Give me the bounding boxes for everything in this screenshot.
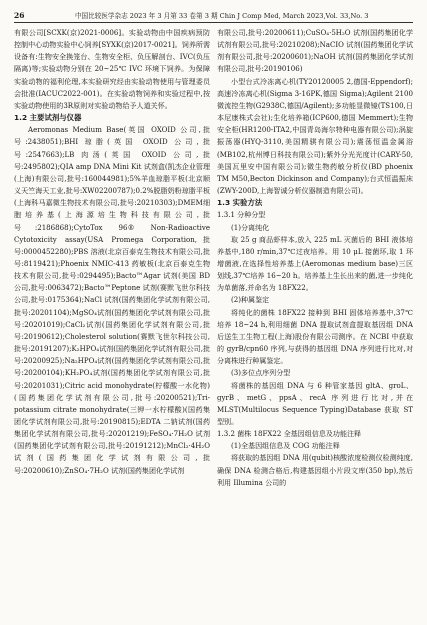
paragraph: 小型台式冷冻离心机(TY20120005 2,德国-Eppendorf);高速冷冻离心机(Sigma 3-16PK,德国 Sigma);Agilent 2100 微流控生物(G2938C,德国/Agilent);多功能显微镜(TS100,日本尼康株式会社);生化培养箱(ICP600,德国 Memmert);生物安全柜(HR1200-ITA2,中国青岛海尔特种电器有限公司);涡旋振荡器(HYQ-3110,美国精骐有限公司);震荡恒温金属浴(MB102,杭州博日科技有限公司);紫外分光光度计(CARY-50,美国瓦里安中国有限公司);微生物药敏分析仪(BD phoenix TM M50,Becton Dickinson and Company);台式恒温振床(ZWY-200D,上海智诚分析仪器制造有限公司)。 (217, 76, 413, 196)
page-number: 26 (14, 10, 25, 20)
article-body (14, 27, 413, 619)
subsubsection-heading: (3)多位点序列分型 (231, 368, 291, 378)
subsubsection-heading: (2)种属鉴定 (231, 295, 270, 305)
subsection-heading: 1.3.2 菌株 18FX22 全基因组信息及功能注释 (217, 429, 362, 439)
paragraph: 有限公司[SCXK(京)2021-0006]。实验动物由中国疾病预防控制中心动物实验中心饲养[SYXK(京)2017-0021]。饲养所需设备有:生物安全换笼台、生物安全柜、负压解剖台、IVC(负压隔离)等;实验动物分别在 20~25℃ IVC 环境下饲养。为保障实验动物的福利伦理,本实验研究经由实验动物使用与管理委员会批准(IACUC2022-001)。在实验动物饲养和实验过程中,按实验动物使用的3R原则对实验动物给予人道关怀。 (14, 28, 210, 110)
paragraph: 将获取的基因组 DNA 用(qubit)核酸浓度检测仪检测纯度,确保 DNA 检测合格后,构建基因组小片段文库(350 bp),然后利用 Illumina 公司的 (217, 453, 413, 487)
section-heading: 1.3 实验方法 (217, 198, 263, 208)
left-column (14, 27, 210, 619)
subsubsection-heading: (1)全基因组信息及 COG 功能注释 (231, 441, 340, 451)
paragraph: 将纯化的菌株 18FX22 接种到 BHI 固体培养基中,37℃培养 18~24 h,利用细菌 DNA 提取试剂盒提取基因组 DNA 后送生工生物工程(上海)股份有限公司测序。在 NCBI 中获取的 gyrB/cpn60 序列,与获得的基因组 DNA 序列进行比对,对分离株进行种属鉴定。 (217, 307, 413, 366)
section-heading: 1.2 主要试剂与仪器 (14, 113, 82, 123)
paragraph: 将菌株的基因组 DNA 与 6 种管家基因 gltA、groL、gyrB、metG、ppsA、recA 序列进行比对,并在 MLST(Multilocus Sequence Typing)Database 获取 ST 型别。 (217, 380, 413, 426)
paragraph: 有限公司,批号:20200611);CuSO₄·5H₂O 试剂(国药集团化学试剂有限公司,批号:20210208);NaCIO 试剂(国药集团化学试剂有限公司,批号:20200601);NaOH 试剂(国药集团化学试剂有限公司,批号:20190106) (217, 28, 413, 74)
journal-citation: 中国比较医学杂志 2023 年 3 月第 33 卷第 3 期 Chin J Comp Med, March 2023,Vol. 33,No. 3 (74, 12, 369, 20)
running-header (14, 8, 413, 23)
paragraph: 取 25 g 商品虾样本,放入 225 mL 灭菌后的 BHI 液体培养基中,180 r/min,37℃过夜培养。用 10 μL 接菌环,取 1 环增菌液,在选择性培养基上(Aeromonas medium base)三区划线,37℃培养 16~20 h。培养基上生长出来的菌,进一步纯化为单菌落,并命名为 18FX22。 (217, 234, 413, 293)
right-column (217, 27, 413, 619)
subsubsection-heading: (1)分离纯化 (231, 222, 270, 232)
subsection-heading: 1.3.1 分种分型 (217, 210, 266, 220)
paragraph: Aeromonas Medium Base(英国 OXOID 公司,批号:2438051);BHI 琼脂(英国 OXOID 公司,批号:2547663);LB 肉汤(英国 OXOID 公司,批号:2495802);QIA amp DNA Mini Kit 试剂盒(凯杰企业管理(上海)有限公司,批号:160044981);5%羊血琼脂平板(北京顺义天竺海天工业,批号:XW02200787);0.2%脱脂奶粉琼脂平板(上海科马嘉微生物技术有限公司,批号:20210303);DMEM细胞培养基(上海源培生物科技有限公司,批号:2186868);CytoTox 96® Non-Radioactive Cytotoxicity assay(USA Promega Corporation,批号:0000452280);PBS 溶液(北京百泰克生物技术有限公司,批号:8119421);Phoenix NMIC-413 药敏板(北京百泰克生物技术有限公司,批号:0294495);Bacto™Agar 试剂(美国 BD 公司,批号:0063472);Bacto™Peptone 试剂(赛默飞世尔科技公司,批号:0175364);NaCl 试剂(国药集团化学试剂有限公司,批号:20201104);MgSO₄试剂(国药集团化学试剂有限公司,批号:20201019);CaCl₂试剂(国药集团化学试剂有限公司,批号:20190612);Cholesterol solution(赛默飞世尔科技公司,批号:20191207);K₂HPO₄试剂(国药集团化学试剂有限公司,批号:20200925);Na₂HPO₄试剂(国药集团化学试剂有限公司,批号:20200104);KH₂PO₄试剂(国药集团化学试剂有限公司,批号:20201031);Citric acid monohydrate(柠檬酸一水化物)(国药集团化学试剂有限公司,批号:20200521);Tri-potassium citrate monohydrate(三钾一水柠檬酸)(国药集团化学试剂有限公司,批号:20190815);EDTA 二钠试剂(国药集团化学试剂有限公司,批号:20201219);FeSO₄·7H₂O 试剂(国药集团化学试剂有限公司,批号:20191212);MnCl₂·4H₂O 试剂(国药集团化学试剂有限公司,批号:20200610);ZnSO₄·7H₂O 试剂(国药集团化学试剂 (14, 125, 210, 475)
